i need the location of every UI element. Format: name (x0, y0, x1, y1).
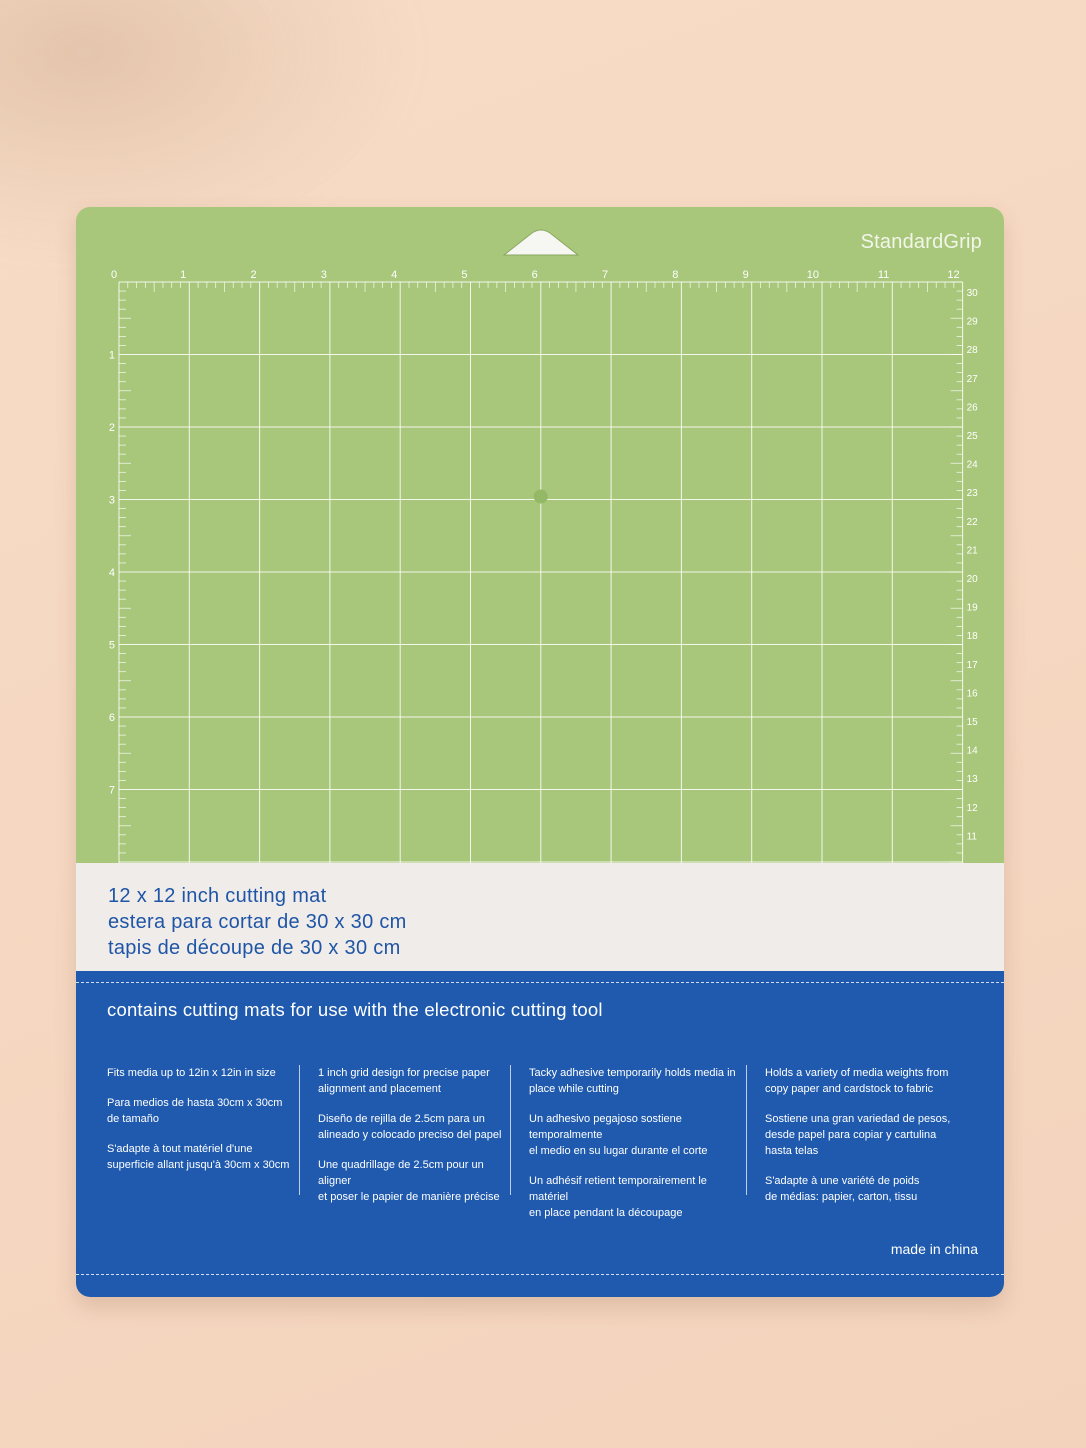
hang-hole-icon (502, 227, 580, 257)
made-in-label: made in china (890, 1241, 978, 1257)
feature-column-media (765, 1065, 965, 1219)
ruler-label-right: 17 (966, 659, 978, 671)
ruler-label-right: 28 (966, 345, 978, 357)
feature-text-es: Para medios de hasta 30cm x 30cm de tamaño (107, 1097, 283, 1125)
ruler-label-left: 1 (108, 349, 115, 362)
feature-text-fr: S'adapte à une variété de poids de médias: papier, carton, tissu (765, 1175, 920, 1203)
ruler-label-top: 3 (320, 269, 327, 281)
ruler-label-right: 23 (966, 488, 978, 500)
ruler-label-top: 5 (461, 269, 468, 281)
ruler-label-top: 6 (531, 269, 538, 281)
ruler-label-right: 21 (966, 545, 978, 557)
ruler-label-right: 20 (966, 574, 978, 585)
ruler-label-top: 11 (877, 269, 890, 281)
feature-text-fr: Un adhésif retient temporairement le matériel en place pendant la découpage (529, 1175, 707, 1219)
ruler-label-right: 27 (966, 373, 978, 385)
feature-text-en: 1 inch grid design for precise paper alignment and placement (318, 1067, 490, 1095)
dashed-divider-top (76, 982, 1004, 983)
ruler-label-right: 18 (966, 631, 978, 643)
feature-text-es: Diseño de rejilla de 2.5cm para un alineado y colocado preciso del papel (318, 1113, 502, 1141)
title-english: 12 x 12 inch cutting mat (108, 885, 327, 907)
column-divider (746, 1065, 747, 1195)
ruler-label-top: 2 (250, 269, 257, 281)
ruler-label-right: 26 (966, 402, 978, 414)
brand-label: StandardGrip (860, 231, 982, 253)
info-panel (76, 971, 1004, 1297)
feature-text-en: Fits media up to 12in x 12in in size (107, 1067, 276, 1079)
feature-text-fr: S'adapte à tout matériel d'une superficie allant jusqu'à 30cm x 30cm (107, 1143, 290, 1171)
ruler-label-right: 12 (966, 802, 978, 814)
ruler-label-top: 7 (601, 269, 609, 281)
ruler-label-left: 6 (108, 712, 115, 724)
ruler-label-left: 4 (108, 567, 115, 579)
mat-grid-area (76, 207, 1004, 863)
feature-column-size (107, 1065, 297, 1187)
feature-column-grid (318, 1065, 513, 1219)
ruler-label-top: 4 (391, 269, 398, 281)
feature-text-fr: Une quadrillage de 2.5cm pour un aligner et poser le papier de manière précise (318, 1159, 500, 1203)
ruler-label-top: 9 (742, 269, 749, 281)
column-divider (510, 1065, 511, 1195)
ruler-label-right: 13 (966, 774, 978, 786)
ruler-label-right: 25 (966, 431, 978, 442)
ruler-label-right: 14 (966, 745, 978, 757)
ruler-label-top: 8 (672, 269, 679, 281)
feature-column-adhesive (529, 1065, 744, 1235)
dashed-divider-bottom (76, 1274, 1004, 1275)
ruler-label-top: 1 (180, 269, 187, 281)
ruler-label-left: 7 (108, 784, 115, 797)
ruler-label-top: 12 (947, 269, 960, 281)
ruler-label-right: 16 (966, 688, 978, 700)
ruler-label-right: 30 (966, 288, 978, 299)
ruler-label-top: 0 (111, 269, 118, 281)
mat-grid (76, 207, 1004, 863)
title-french: tapis de découpe de 30 x 30 cm (108, 937, 401, 959)
ruler-label-right: 24 (966, 459, 978, 471)
ruler-label-right: 11 (966, 831, 977, 843)
feature-text-en: Holds a variety of media weights from copy paper and cardstock to fabric (765, 1067, 949, 1095)
cutting-mat-package (76, 207, 1004, 1297)
feature-text-en: Tacky adhesive temporarily holds media in place while cutting (529, 1067, 736, 1095)
title-spanish: estera para cortar de 30 x 30 cm (108, 911, 407, 933)
ruler-label-right: 29 (966, 316, 978, 328)
feature-text-es: Sostiene una gran variedad de pesos, desde papel para copiar y cartulina hasta telas (765, 1113, 951, 1157)
ruler-label-right: 19 (966, 602, 978, 614)
ruler-label-left: 3 (108, 494, 115, 507)
ruler-label-left: 2 (108, 422, 115, 434)
ruler-label-right: 15 (966, 717, 978, 728)
panel-headline: contains cutting mats for use with the electronic cutting tool (107, 999, 603, 1020)
ruler-label-right: 22 (966, 516, 978, 528)
feature-text-es: Un adhesivo pegajoso sostiene temporalmente el medio en su lugar durante el corte (529, 1113, 708, 1157)
ruler-label-left: 5 (108, 639, 115, 652)
title-band (76, 863, 1004, 971)
ruler-label-top: 10 (806, 269, 819, 281)
column-divider (299, 1065, 300, 1195)
center-mark-icon (534, 490, 548, 504)
